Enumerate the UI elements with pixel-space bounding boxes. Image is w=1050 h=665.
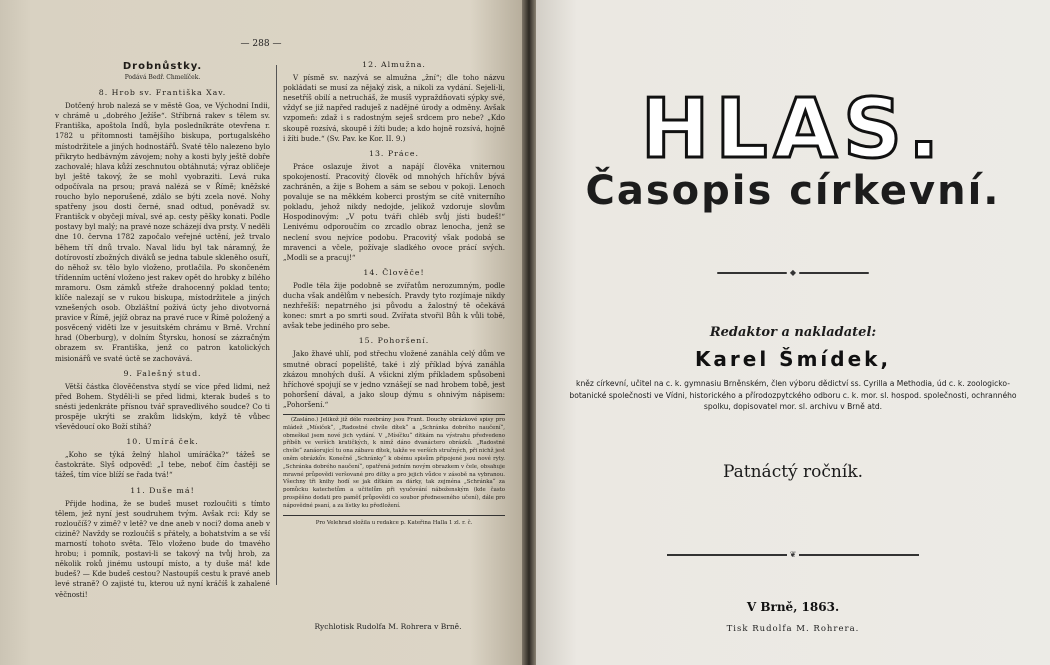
footnote-2: Pro Velehrad složila u redakce p. Kateřina Halla 1 zl. r. č. xyxy=(315,519,473,526)
byline: Podává Bedř. Chmelíček. xyxy=(124,74,201,81)
volume-label: Patnáctý ročník. xyxy=(722,462,864,482)
journal-title: HLAS. xyxy=(640,82,946,177)
heading-11: 11. Duše má! xyxy=(130,485,195,495)
printer-line: Rychlotisk Rudolfa M. Rohrera v Brně. xyxy=(314,622,462,631)
footnote-rule-2 xyxy=(283,515,505,516)
editor-label: Redaktor a nakladatel: xyxy=(709,325,877,340)
printer-imprint: Tisk Rudolfa M. Rohrera. xyxy=(726,624,860,634)
text-15: Jako žhavé uhlí, pod střechu vložené zanáhla celý dům ve smutné obrací popeliště, také i zlý příklad bývá zanáhla zkázou mnohých duší. A všickni zlým příkladem spůsobeni hříchové spojují se v jedno vznášejí se nad hrobem tobě, jest pohoršení dával, a jako sloup dýmu s ohnivým nápisem: „Pohoršení.“ xyxy=(283,349,505,409)
heading-10: 10. Umírá ček. xyxy=(126,437,199,447)
heading-13: 13. Práce. xyxy=(369,148,419,158)
text-10: „Koho se týká želný hlahol umíráčka?“ tážeš se častokráte. Slyš odpověď: „I tebe, neboť čím častěji se tážeš, tím více blíží se řada tvá!“ xyxy=(55,450,270,480)
heading-14: 14. Člověče! xyxy=(363,267,425,277)
place-year: V Brně, 1863. xyxy=(746,600,840,614)
ornament-divider-2: ❦ xyxy=(536,550,1050,559)
text-11: Přijde hodina, že se budeš muset rozloučiti s tímto tělem, jež nyní jest soudruhem tvým. Avšak rci: Kdy se rozloučíš? v zimě? v letě? ve dne aneb v noci? doma aneb v cizině? Navždy se rozloučíš s přátely, a bohatstvím a se vší marností tohoto světa. Tělo vloženo bude do tmavého hrobu; i pomník, postavi-li se takový na tvůj hrob, za několik roků jinému ustoupí místo, a ty duše má! kde budeš? — Kde budeš cestou? Nastoupíš cestu k pravé aneb levé straně? O zajisté tu, kterou už nyní kráčíš k zahalené věčnosti! xyxy=(55,498,270,599)
right-page xyxy=(536,0,1050,665)
text-8: Dotčený hrob nalezá se v městě Goa, ve Východní Indii, v chrámě u „dobrého Ježíše“. Stříbrná rakev s tělem sv. Františka, apoštola Indů, byla posledníkráte otevřena r. 1782 u přítomnosti tamějšího biskupa, portugalského místodržitele a jiných hodnostářů. Svaté tělo nalezeno bylo přikryto hedbávným závojem; nohy a kosti byly ještě dobře zachovalé; hlava kůží zeschnutou obtáhnutá; výraz obličeje byl ještě takový, že se mohl vyobraziti. Levá ruka odpočívala na prsou; pravá nalézá se v Římě; kněžské roucho bylo neporušené, zdálo se býti zcela nové. Nohy spatřeny jsou dosti černé, snad odtud, poněvadž sv. Františck v obyčeji míval, své ap. cesty pěšky konati. Podle postavy byl malý; na pravé noze scházejí dva prsty. V neděli dne 10. června 1782 započalo veřejné uctění, jež trvalo během tří dnů trvalo. Naval lidu byl tak náramný, že dotírovostí zbožných diváků se jedna tabule skleněho osuří, do něhož sv. tělo bylo vloženo, protlačila. Po skončeném třídenním uctění vloženo jest rakev opět do hrobky z bílého mramoru. Osm zámků střeže drahocenný poklad tento; klíče nalezají se v rukou biskupa, místodržitele a jiných vznešených osob. Obzláštní požívá úcty jeho divotvorná pravice v Římě, jejíž obraz na pravé ruce v Římě položený a posvěcený viděti lze v jesuitském chrámu v Brně. Vrchní hrad (Oberburg), v dolním Štyrsku, honosí se zázračným obrazem sv. Františka, jenž co patron katolických misionářů ve svaté úctě se zachovává. xyxy=(55,101,270,363)
footnote-rule xyxy=(283,414,505,415)
heading-15: 15. Pohoršení. xyxy=(358,336,430,346)
text-9: Větší částka člověčenstva stydí se více před lidmi, než před Bohem. Styděli-li se před lidmi, kterak budeš s to snésti jedenkráte přísnou tvář spravedlivého soudce? Co ti prospěje ukrýti se zrakům lidským, když tě vůbec vševědoucí oko Boží stíhá? xyxy=(55,381,270,432)
ornament-divider: ◆ xyxy=(536,268,1050,277)
editor-name: Karel Šmídek, xyxy=(694,347,892,371)
page-number: — 288 — xyxy=(240,39,282,49)
journal-subtitle: Časopis církevní. xyxy=(585,168,1001,214)
heading-12: 12. Almužna. xyxy=(362,60,426,69)
right-column xyxy=(283,60,505,528)
text-14: Podle těla žije podobně se zvířatům nerozumným, podle ducha však andělům v nebesích. Pravdy tyto rozjímaje nikdy nezhřešíš: nepatrného jsi původu a žalostný tě očekává konec: smrt a po smrti soud. Zvířata stvořil Bůh k vůli tobě, avšak tebe jediného pro sebe. xyxy=(283,280,505,331)
footnote: (Zasláno.) Jelikož již déle rozebrány jsou Frant. Douchy obrázkové spisy pro mládež „Mísiček“, „Radostné chvíle dítek“ a „Schránka dobrého naučení“, obmeškal jsem nové jich vydání. V „Mísíčku“ dítkám na výstrahu předvedeno příběh ve verších kratičkých, k nimž dáno dvanáctero obrázků. „Radostné chvíle“ zanáorující tu ona zábavu dítek, takže ve verších stručných, při nichž jest oněm obrázkův. Konečně „Schránky“ k obému spisům připojené jsou nové ryty. „Schránka dobrého naučení“, opatřená jedním novým obrazkem v čele, obsahuje mravné průpovědi veršované pro dítky a pro jejich vůdce v zásobě na vybranou. Všechny tři knihy hodí se jak dítkám za dárky, tak zejména „Schránka“ za pomůcku katechetům a učitelům při vyučování náboženským (kde často prospěšno dodati pro paměť průpovědi co soubor předneseného učení), dále pro nápovědné psaní, a za lístky ku předložení. xyxy=(283,417,505,509)
heading-8: 8. Hrob sv. Františka Xav. xyxy=(98,88,227,98)
editor-description: kněz církevní, učitel na c. k. gymnasiu Brněnském, člen výboru dědictví ss. Cyrilla a Methodia, úd c. k. zoologicko-botanické společnosti ve Vídni, historického a přírodozpytckého odboru c. k. mor. sl. hospod. společnosti, ochranného spolku, dopisovatel mor. sl. archivu v Brně atd. xyxy=(569,379,1017,411)
text-13: Práce oslazuje život a napájí člověka vniternou spokojeností. Pracovitý člověk od mnohých hříchův bývá zachráněn, a žije s Bohem a sám se sebou v pokoji. Lenoch povaluje se na měkkém koberci prostým se cítě vniterního pokladu, jehož nikdy nedojde, jelikož vzdoruje slovům Hospodinovým: „V potu tváři chléb svůj jísti budeš!“ Lenivému odporoučím co zrcadlo obraz lenocha, jenž se neclení svou nejvíce podobu. Pracovitý však podobá se mravenci a včele, požívaje sladkého ovoce prácí svých. „Modli se a pracuj!“ xyxy=(283,161,505,262)
left-column xyxy=(55,60,270,600)
text-12: V písmě sv. nazývá se almužna „žní“; dle toho názvu pokládati se musí za nějaký zisk, a nikoli za vydání. Sejeli-li, nesetříš obilí a netrucháš, že musíš vypraždňovati sýpky své, vždyť se již napřed raduješ z nadějné úrody a odměny. Avšak vzpomeň: zdaž i s radostným seješ srdcem pro nebe? „Kdo skoupě rozsívá, skoupě i žíti bude; a kdo hojně rozsívá, hojně i žíti bude.“ (Sv. Pav. ke Kor. II. 9.) xyxy=(283,73,505,143)
section-title: Drobnůstky. xyxy=(122,61,203,72)
heading-9: 9. Falešný stud. xyxy=(123,368,202,378)
column-rule xyxy=(276,65,277,585)
left-page xyxy=(0,0,522,665)
book-gutter xyxy=(522,0,536,665)
